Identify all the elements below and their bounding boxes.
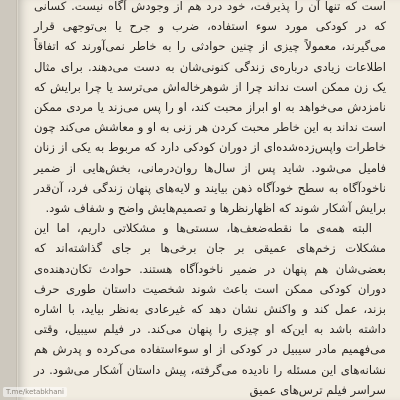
paragraph-2: البته همه‌ی ما نقطه‌ضعف‌ها، سستی‌ها و مشکلاتی داریم، اما این مشکلات زخم‌های عمیقی بر جان برخی‌ها بر جای گذاشته‌اند که بعضی‌شان هم پنهان در ضمیر ناخودآگاه هستند. حوادث تکان‌دهنده‌ی دوران کودکی ممکن است باعث شوند شخصیت داستان طوری حرف بزند، عمل کند و واکنش نشان دهد که غیرعادی به‌نظر بیاید، با اشاره داشته باشد به این‌که او چیزی را پنهان می‌کند. در فیلم سیبیل، وقتی می‌فهمیم مادر سیبیل در کودکی از او سوءاستفاده می‌کرده و پدرش هم نشانه‌های این مسئله را نادیده می‌گرفته، پیش داستان آشکار می‌شود. در سراسر فیلم ترس‌های عمیق [34,221,386,397]
watermark-label: T.me/ketabkhani [3,387,67,397]
book-gutter [16,0,18,400]
page-body-text [34,0,386,400]
book-page [18,0,400,400]
paragraph-1: است که تنها آن را پذیرفت، خود درد هم از وجودش آگاه نیست. کسانی که در کودکی مورد سوء استفاده، ضرب و جرح یا بی‌توجهی قرار می‌گیرند، معمولاً چیزی از چنین حوادثی را به خاطر نمی‌آورند که اتفاقاً اطلاعات زیادی درباره‌ی زندگی کنونی‌شان به دست می‌دهند. برای مثال یک زن ممکن است نداند چرا از شوهرخاله‌اش می‌ترسد یا چرا برایش که نامزدش می‌خواهد به او ابراز محبت کند، او را پس می‌زند یا مردی ممکن است نداند به این خاطر محبت کردن هر زنی به او و معاشش می‌کند چون خاطرات واپس‌زده‌شده‌ای از دوران کودکی دارد که مربوط به یکی از زنان فامیل می‌شود. شاید پس از سال‌ها روان‌درمانی، بخش‌هایی از ضمیر ناخودآگاه به سطح خودآگاه ذهن بیایند و لایه‌های پنهان زندگی فرد، آن‌قدر برایش آشکار شوند که اظهارنظرها و تصمیم‌هایش واضح و شفاف شود. [34,0,386,216]
